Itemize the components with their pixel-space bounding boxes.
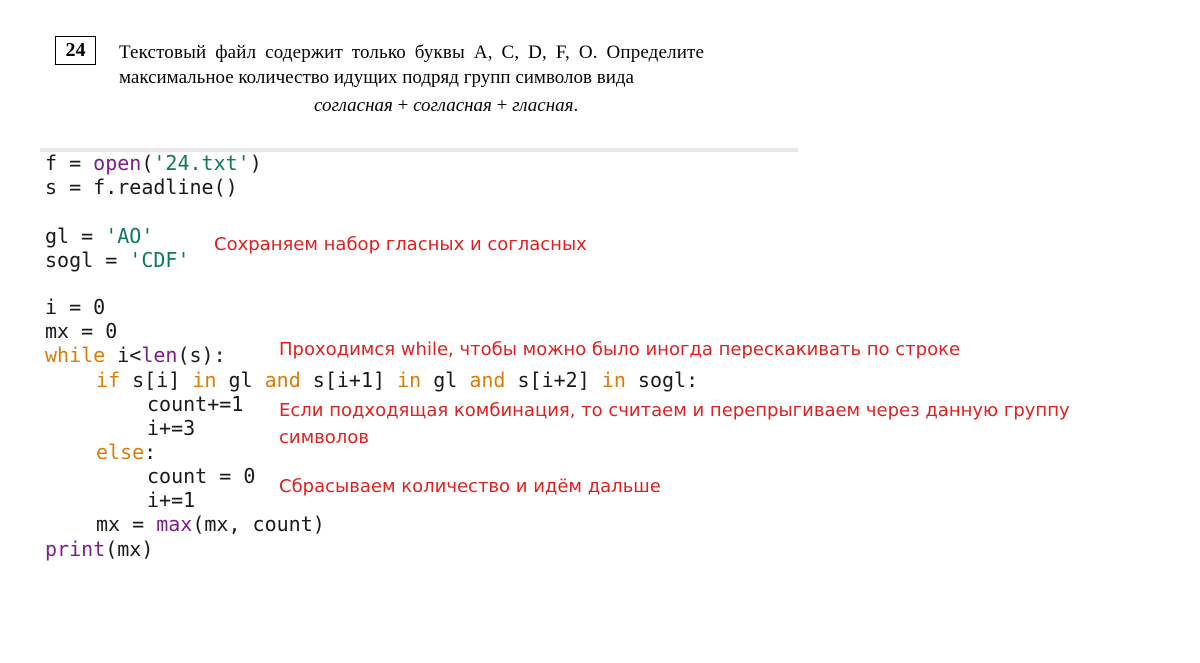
note-reset-count: Сбрасываем количество и идём дальше — [279, 476, 661, 497]
formula-plus-2: + — [491, 95, 513, 116]
note-match-line-1: Если подходящая комбинация, то считаем и перепрыгиваем через данную группу — [279, 400, 1070, 421]
code-line-readline: s = f.readline() — [45, 175, 238, 199]
formula-consonant-1: согласная — [314, 95, 393, 116]
code-line-init-mx: mx = 0 — [45, 319, 118, 343]
note-vowels-consonants: Сохраняем набор гласных и согласных — [214, 234, 587, 255]
code-line-open-file: f = open('24.txt') — [45, 151, 262, 175]
note-while-loop: Проходимся while, чтобы можно было иногда перескакивать по строке — [279, 339, 961, 360]
formula-period: . — [573, 95, 579, 116]
code-line-i-plus-3: i+=3 — [147, 416, 196, 440]
formula-vowel: гласная — [512, 95, 574, 116]
code-line-init-i: i = 0 — [45, 295, 106, 319]
code-line-consonants: sogl = 'CDF' — [45, 248, 190, 272]
formula-plus-1: + — [392, 95, 414, 116]
pattern-formula — [314, 95, 578, 117]
code-line-vowels: gl = 'AO' — [45, 224, 154, 248]
code-line-while: while i<len(s): — [45, 343, 226, 367]
task-statement — [119, 40, 799, 90]
code-line-count-reset: count = 0 — [147, 464, 256, 488]
code-line-print: print(mx) — [45, 537, 154, 561]
note-match-line-2: символов — [279, 427, 369, 448]
task-statement-line-2: максимальное количество идущих подряд групп символов вида — [119, 67, 634, 88]
code-line-count-inc: count+=1 — [147, 392, 244, 416]
formula-consonant-2: согласная — [413, 95, 492, 116]
code-line-if: if s[i] in gl and s[i+1] in gl and s[i+2] in sogl: — [96, 368, 699, 392]
code-line-else: else: — [96, 440, 157, 464]
code-line-max: mx = max(mx, count) — [96, 512, 325, 536]
code-line-i-plus-1: i+=1 — [147, 488, 196, 512]
task-statement-line-1: Текстовый файл содержит только буквы A, C, D, F, O. Определите — [119, 42, 705, 63]
task-number-box: 24 — [55, 36, 96, 65]
